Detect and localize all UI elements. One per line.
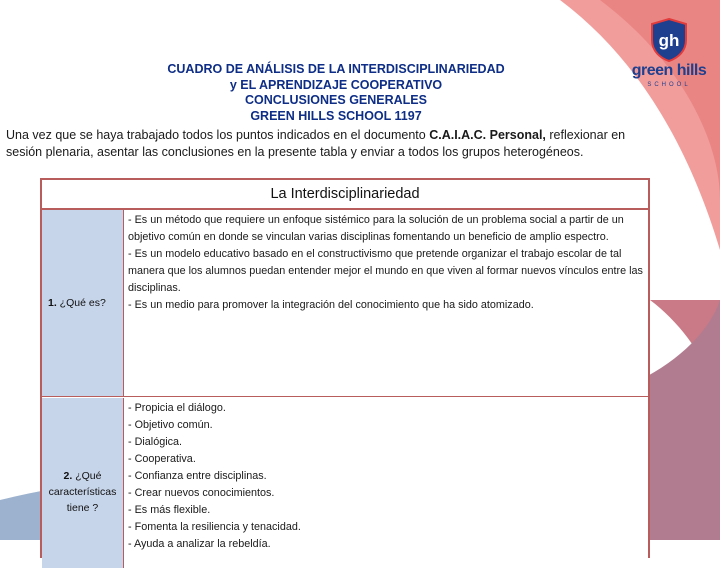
- logo-subtext: SCHOOL: [647, 82, 691, 88]
- intro-text-after: reflexionar en sesión plenaria, asentar las conclusiones en la presente tabla y enviar a todos los grupos heterogéneos.: [6, 128, 626, 159]
- row-number: 2.: [63, 470, 73, 482]
- answer-item: - Objetivo común.: [128, 419, 213, 431]
- answer-item: - Propicia el diálogo.: [128, 402, 226, 414]
- intro-text-bold: C.A.I.A.C. Personal,: [429, 128, 546, 142]
- header-line-2: y EL APRENDIZAJE COOPERATIVO: [229, 77, 443, 92]
- row-question: ¿Qué características tiene ?: [48, 470, 117, 514]
- intro-text-before: Una vez que se haya trabajado todos los puntos indicados en el documento: [6, 128, 430, 142]
- row-answer-cell: [128, 212, 644, 314]
- answer-item: - Es un método que requiere un enfoque sistémico para la solución de un problema social a partir de un objetivo común en donde se vinculan varias disciplinas fomentando un beneficio de amplio espectro.: [128, 214, 624, 243]
- row-question: ¿Qué es?: [56, 297, 106, 309]
- answer-item: - Es un medio para promover la integración del conocimiento que ha sido atomizado.: [128, 299, 534, 311]
- answer-item: - Ayuda a analizar la rebeldía.: [128, 538, 271, 550]
- logo-badge-text: gh: [658, 31, 680, 50]
- analysis-table: [40, 178, 650, 558]
- table-row: [42, 398, 648, 568]
- answer-item: - Cooperativa.: [128, 453, 196, 465]
- answer-item: - Es un modelo educativo basado en el constructivismo que pretende organizar el trabajo escolar de tal manera que los alumnos puedan entender mejor el mundo en que viven al formar nuevos vínculos entre las disciplinas.: [128, 248, 643, 294]
- row-answer-cell: [128, 400, 644, 553]
- answer-item: - Confianza entre disciplinas.: [128, 470, 267, 482]
- header-line-4: GREEN HILLS SCHOOL 1197: [250, 108, 422, 123]
- row-label-cell: [42, 210, 124, 396]
- answer-item: - Fomenta la resiliencia y tenacidad.: [128, 521, 301, 533]
- intro-paragraph: [6, 127, 662, 160]
- row-label-cell: [42, 398, 124, 568]
- answer-item: - Crear nuevos conocimientos.: [128, 487, 275, 499]
- logo-wordmark: green hills: [631, 62, 707, 79]
- shield-icon: [650, 18, 688, 62]
- answer-item: - Es más flexible.: [128, 504, 211, 516]
- answer-item: - Dialógica.: [128, 436, 183, 448]
- row-number: 1.: [48, 297, 57, 309]
- document-header: [0, 62, 672, 124]
- table-row: [42, 210, 648, 397]
- header-line-1: CUADRO DE ANÁLISIS DE LA INTERDISCIPLINARIEDAD: [167, 62, 505, 76]
- table-title: La Interdisciplinariedad: [42, 180, 648, 210]
- header-line-3: CONCLUSIONES GENERALES: [245, 93, 427, 107]
